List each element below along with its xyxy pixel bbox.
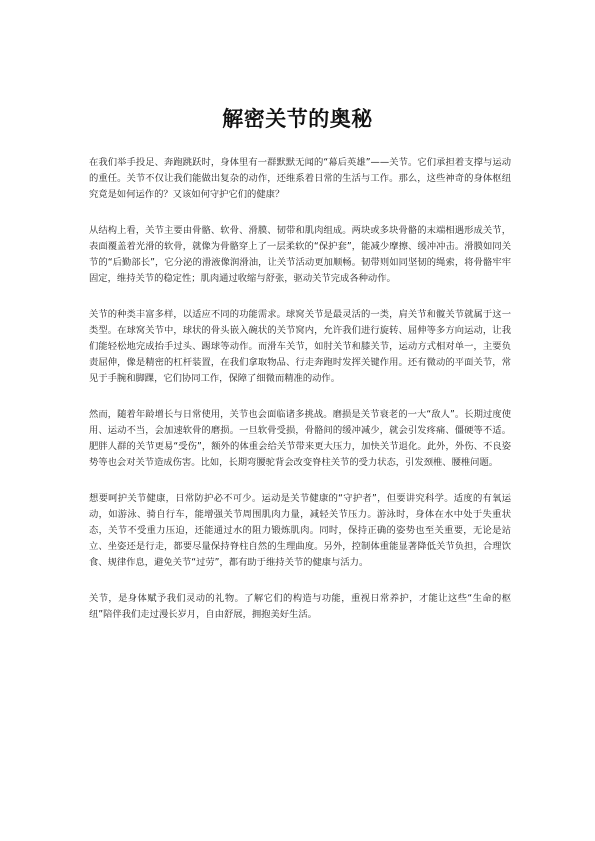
- paragraph-care: 想要呵护关节健康，日常防护必不可少。运动是关节健康的“守护者”，但要讲究科学。适度的有氧运动，如游泳、骑自行车，能增强关节周围肌肉力量，减轻关节压力。游泳时，身体在水中处于失重状态，关节不受重力压迫，还能通过水的阻力锻炼肌肉。同时，保持正确的姿势也至关重要，无论是站立、坐姿还是行走，都要尽量保持脊柱自然的生理曲度。另外，控制体重能显著降低关节负担，合理饮食、规律作息，避免关节“过劳”，都有助于维持关节的健康与活力。: [89, 493, 511, 568]
- paragraph-challenges: 然而，随着年龄增长与日常使用，关节也会面临诸多挑战。磨损是关节衰老的一大“敌人”。长期过度使用、运动不当，会加速软骨的磨损。一旦软骨受损，骨骼间的缓冲减少，就会引发疼痛、僵硬等不适。肥胖人群的关节更易“受伤”，额外的体重会给关节带来更大压力，加快关节退化。此外，外伤、不良姿势等也会对关节造成伤害。比如，长期弯腰驼背会改变脊柱关节的受力状态，引发颈椎、腰椎问题。: [89, 409, 511, 468]
- document-body: [89, 155, 511, 643]
- paragraph-structure: 从结构上看，关节主要由骨骼、软骨、滑膜、韧带和肌肉组成。两块或多块骨骼的末端相遇形成关节，表面覆盖着光滑的软骨，就像为骨骼穿上了一层柔软的“保护套”，能减少摩擦、缓冲冲击。滑膜如同关节的“后勤部长”，它分泌的滑液像润滑油，让关节活动更加顺畅。韧带则如同坚韧的绳索，将骨骼牢牢固定，维持关节的稳定性；肌肉通过收缩与舒张，驱动关节完成各种动作。: [89, 225, 511, 284]
- paragraph-conclusion: 关节，是身体赋予我们灵动的礼物。了解它们的构造与功能，重视日常养护，才能让这些“生命的枢纽”陪伴我们走过漫长岁月，自由舒展，拥抱美好生活。: [89, 593, 511, 620]
- paragraph-types: 关节的种类丰富多样，以适应不同的功能需求。球窝关节是最灵活的一类，肩关节和髋关节就属于这一类型。在球窝关节中，球状的骨头嵌入碗状的关节窝内，允许我们进行旋转、屈伸等多方向运动，让我们能轻松地完成抬手过头、踢球等动作。而滑车关节，如肘关节和膝关节，运动方式相对单一，主要负责屈伸，像是精密的杠杆装置，在我们拿取物品、行走奔跑时发挥关键作用。还有微动的平面关节，常见于手腕和脚踝，它们协同工作，保障了细微而精准的动作。: [89, 309, 511, 384]
- paragraph-intro: 在我们举手投足、奔跑跳跃时，身体里有一群默默无闻的“幕后英雄”——关节。它们承担着支撑与运动的重任。关节不仅让我们能做出复杂的动作，还维系着日常的生活与工作。那么，这些神奇的身体枢纽究竟是如何运作的？又该如何守护它们的健康？: [89, 157, 511, 200]
- document-title: 解密关节的奥秘: [222, 107, 373, 132]
